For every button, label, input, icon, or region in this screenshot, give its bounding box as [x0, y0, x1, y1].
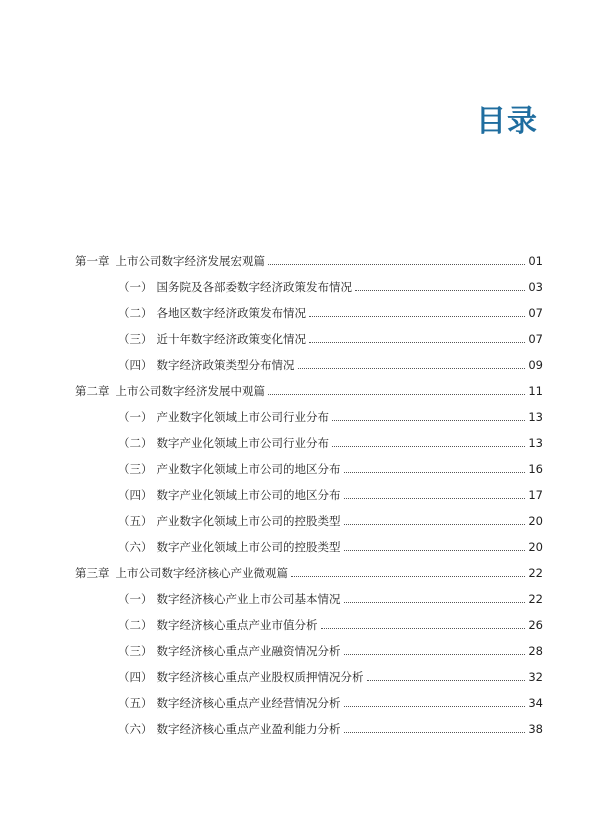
entry-title: 数字产业化领域上市公司的地区分布: [156, 488, 341, 502]
entry-title: 上市公司数字经济核心产业微观篇: [115, 566, 288, 580]
toc-section-3-4[interactable]: [118, 664, 543, 684]
dotted-leader: [309, 342, 525, 343]
entry-page: 32: [528, 670, 543, 684]
toc-section-1-1[interactable]: [118, 274, 543, 294]
dotted-leader: [344, 732, 526, 733]
dotted-leader: [344, 654, 526, 655]
dotted-leader: [344, 550, 526, 551]
entry-number: 第一章: [75, 254, 110, 268]
toc-section-3-2[interactable]: [118, 612, 543, 632]
toc-section-3-6[interactable]: [118, 716, 543, 736]
entry-page: 20: [528, 540, 543, 554]
dotted-leader: [367, 680, 526, 681]
dotted-leader: [344, 524, 526, 525]
entry-title: 数字经济核心产业上市公司基本情况: [156, 592, 341, 606]
entry-title: 数字经济核心重点产业盈利能力分析: [156, 722, 341, 736]
toc-section-3-1[interactable]: [118, 586, 543, 606]
dotted-leader: [355, 290, 525, 291]
entry-number: （五）: [118, 514, 153, 528]
entry-number: （五）: [118, 696, 153, 710]
dotted-leader: [344, 498, 526, 499]
entry-page: 11: [528, 384, 543, 398]
entry-number: （四）: [118, 488, 153, 502]
entry-number: （六）: [118, 722, 153, 736]
entry-number: （三）: [118, 644, 153, 658]
entry-page: 07: [528, 332, 543, 346]
entry-page: 22: [528, 566, 543, 580]
toc-chapter-3[interactable]: [75, 560, 543, 580]
toc-section-2-1[interactable]: [118, 404, 543, 424]
entry-page: 16: [528, 462, 543, 476]
entry-number: （四）: [118, 358, 153, 372]
entry-page: 09: [528, 358, 543, 372]
entry-title: 上市公司数字经济发展中观篇: [115, 384, 265, 398]
toc-section-3-3[interactable]: [118, 638, 543, 658]
dotted-leader: [332, 446, 525, 447]
entry-title: 产业数字化领域上市公司的控股类型: [156, 514, 341, 528]
entry-title: 上市公司数字经济发展宏观篇: [115, 254, 265, 268]
entry-title: 数字产业化领域上市公司行业分布: [156, 436, 329, 450]
entry-number: （三）: [118, 462, 153, 476]
entry-page: 38: [528, 722, 543, 736]
dotted-leader: [268, 394, 525, 395]
dotted-leader: [309, 316, 525, 317]
entry-page: 13: [528, 436, 543, 450]
entry-title: 国务院及各部委数字经济政策发布情况: [156, 280, 352, 294]
entry-title: 数字经济核心重点产业融资情况分析: [156, 644, 341, 658]
entry-number: （四）: [118, 670, 153, 684]
dotted-leader: [332, 420, 525, 421]
entry-page: 13: [528, 410, 543, 424]
toc-chapter-2[interactable]: [75, 378, 543, 398]
entry-title: 数字经济核心重点产业市值分析: [156, 618, 318, 632]
entry-page: 22: [528, 592, 543, 606]
entry-page: 26: [528, 618, 543, 632]
entry-number: （一）: [118, 592, 153, 606]
entry-title: 数字经济政策类型分布情况: [156, 358, 295, 372]
toc-section-2-6[interactable]: [118, 534, 543, 554]
entry-number: 第二章: [75, 384, 110, 398]
entry-number: 第三章: [75, 566, 110, 580]
entry-page: 20: [528, 514, 543, 528]
entry-title: 产业数字化领域上市公司行业分布: [156, 410, 329, 424]
entry-title: 近十年数字经济政策变化情况: [156, 332, 306, 346]
dotted-leader: [321, 628, 526, 629]
toc-section-1-3[interactable]: [118, 326, 543, 346]
toc-section-2-5[interactable]: [118, 508, 543, 528]
entry-number: （一）: [118, 280, 153, 294]
entry-page: 07: [528, 306, 543, 320]
entry-title: 数字产业化领域上市公司的控股类型: [156, 540, 341, 554]
toc-section-1-4[interactable]: [118, 352, 543, 372]
entry-number: （三）: [118, 332, 153, 346]
toc-section-1-2[interactable]: [118, 300, 543, 320]
entry-page: 03: [528, 280, 543, 294]
entry-number: （六）: [118, 540, 153, 554]
toc-section-2-3[interactable]: [118, 456, 543, 476]
dotted-leader: [344, 472, 526, 473]
entry-title: 数字经济核心重点产业经营情况分析: [156, 696, 341, 710]
dotted-leader: [268, 264, 525, 265]
dotted-leader: [344, 706, 526, 707]
entry-number: （二）: [118, 306, 153, 320]
entry-page: 17: [528, 488, 543, 502]
entry-page: 28: [528, 644, 543, 658]
entry-number: （二）: [118, 618, 153, 632]
entry-page: 01: [528, 254, 543, 268]
entry-title: 产业数字化领域上市公司的地区分布: [156, 462, 341, 476]
toc-section-2-2[interactable]: [118, 430, 543, 450]
entry-number: （一）: [118, 410, 153, 424]
dotted-leader: [298, 368, 526, 369]
entry-title: 各地区数字经济政策发布情况: [156, 306, 306, 320]
entry-page: 34: [528, 696, 543, 710]
toc-chapter-1[interactable]: [75, 248, 543, 268]
dotted-leader: [344, 602, 526, 603]
entry-title: 数字经济核心重点产业股权质押情况分析: [156, 670, 364, 684]
page-title: 目录: [476, 104, 538, 139]
toc-section-2-4[interactable]: [118, 482, 543, 502]
dotted-leader: [291, 576, 525, 577]
toc-section-3-5[interactable]: [118, 690, 543, 710]
entry-number: （二）: [118, 436, 153, 450]
